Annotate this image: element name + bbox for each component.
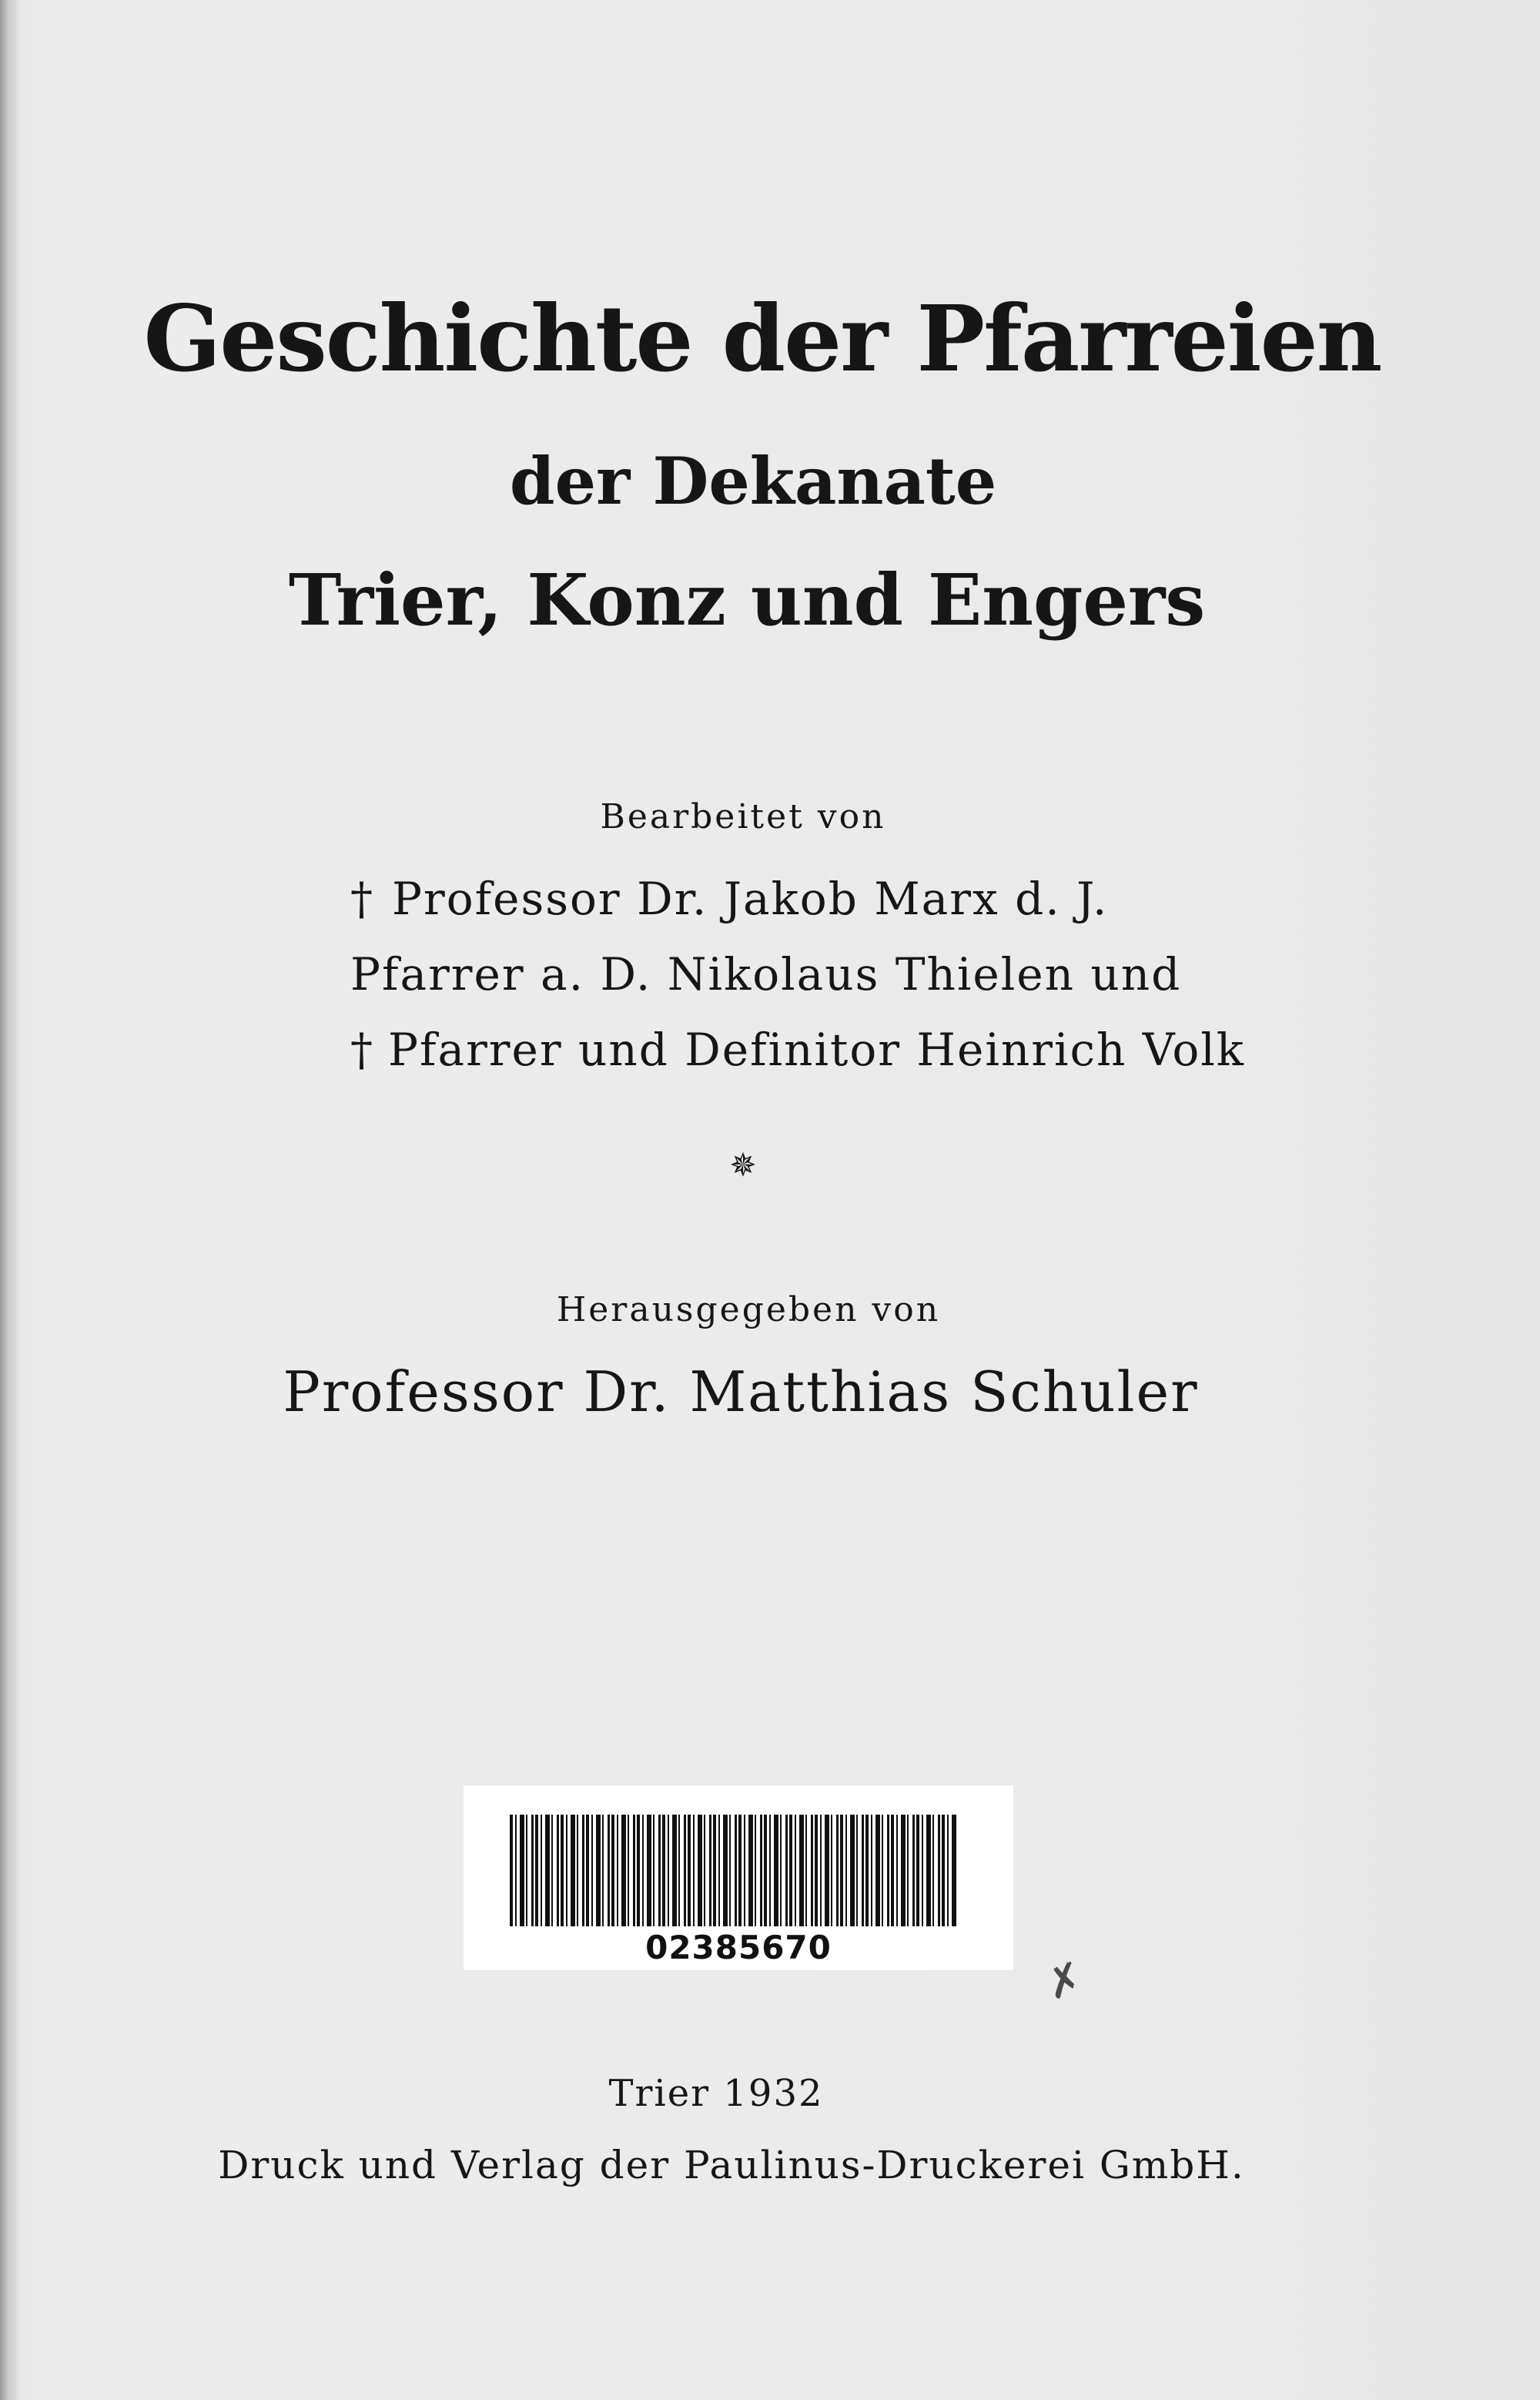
published-by-label: Herausgegeben von xyxy=(556,1290,941,1329)
subtitle-line-2: Trier, Konz und Engers xyxy=(288,558,1206,642)
subtitle-line-1: der Dekanate xyxy=(509,443,997,519)
author-row xyxy=(350,1012,1245,1088)
edited-by-label: Bearbeitet von xyxy=(600,797,886,836)
editor-name: Professor Dr. Matthias Schuler xyxy=(283,1359,1199,1424)
dagger-icon: † xyxy=(350,873,374,925)
library-barcode-label xyxy=(464,1785,1013,1970)
star-ornament-icon: ✵ xyxy=(729,1146,757,1184)
barcode-icon xyxy=(510,1815,956,1926)
author-name: Professor Dr. Jakob Marx d. J. xyxy=(392,873,1109,925)
author-row xyxy=(350,861,1159,937)
book-title: Geschichte der Pfarreien xyxy=(143,285,1381,392)
pencil-check-mark-icon: ✗ xyxy=(1040,1952,1090,2011)
place-and-year: Trier 1932 xyxy=(608,2072,824,2115)
publisher-line: Druck und Verlag der Paulinus-Druckerei GmbH. xyxy=(218,2143,1245,2187)
author-name: Pfarrer und Definitor Heinrich Volk xyxy=(388,1024,1245,1076)
dagger-icon: † xyxy=(350,1024,374,1076)
author-list xyxy=(350,861,1245,1088)
author-name: Pfarrer a. D. Nikolaus Thielen und xyxy=(350,948,1182,1001)
barcode-number: 02385670 xyxy=(645,1929,832,1966)
author-row xyxy=(350,937,1182,1012)
